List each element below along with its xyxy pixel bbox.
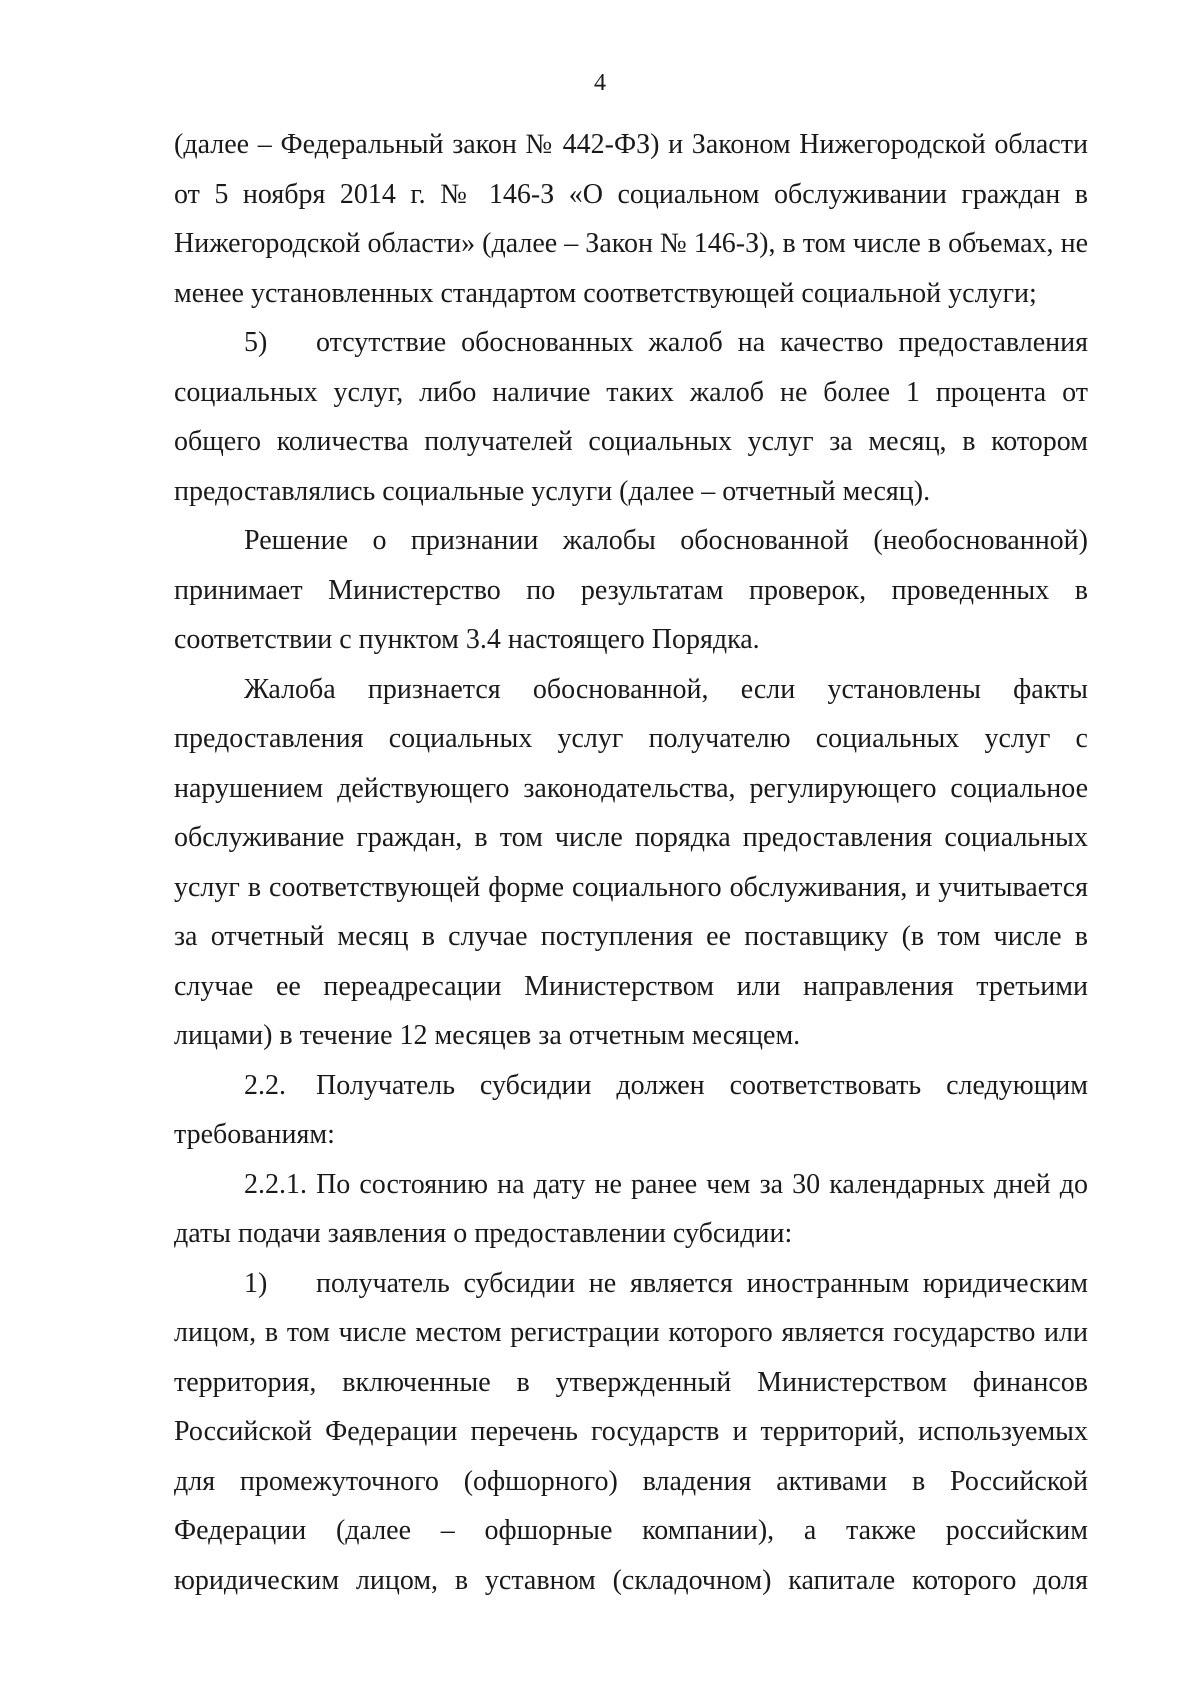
clause-number: 2.2.: [244, 1069, 286, 1101]
list-item-5: [174, 318, 1088, 516]
document-body: [174, 120, 1088, 1605]
list-item-number: 1): [244, 1267, 268, 1299]
clause-text: Получатель субсидии должен соответствовать следующим требованиям:: [174, 1069, 1088, 1150]
paragraph-continuation: (далее – Федеральный закон № 442-ФЗ) и Законом Нижегородской области от 5 ноября 2014 г. № 146-З «О социальном обслуживании граждан в Нижегородской области» (далее – Закон № 146-З), в том числе в объемах, не менее установленных стандартом соответствующей социальной услуги;: [174, 129, 1088, 309]
list-item-text: получатель субсидии не является иностранным юридическим лицом, в том числе местом регистрации которого является государство или территория, включенные в утвержденный Министерством финансов Российской Федерации перечень государств и территорий, используемых для промежуточного (офшорного) владения активами в Российской Федерации (далее – офшорные компании), а также российским юридическим лицом, в уставном (складочном) капитале которого доля: [174, 1267, 1088, 1596]
paragraph-complaint-recognition: Жалоба признается обоснованной, если установлены факты предоставления социальных услуг получателю социальных услуг с нарушением действующего законодательства, регулирующего социальное обслуживание граждан, в том числе порядка предоставления социальных услуг в соответствующей форме социального обслуживания, и учитывается за отчетный месяц в случае поступления ее поставщику (в том числе в случае ее переадресации Министерством или направления третьими лицами) в течение 12 месяцев за отчетным месяцем.: [174, 673, 1088, 1051]
page-number: 4: [594, 70, 606, 96]
list-item-text: отсутствие обоснованных жалоб на качество предоставления социальных услуг, либо наличие таких жалоб не более 1 процента от общего количества получателей социальных услуг за месяц, в котором предоставлялись социальные услуги (далее – отчетный месяц).: [174, 327, 1088, 507]
list-item-1: [174, 1259, 1088, 1606]
clause-2-2: [174, 1061, 1088, 1160]
list-item-number: 5): [244, 327, 268, 358]
paragraph-complaint-decision: Решение о признании жалобы обоснованной (необоснованной) принимает Министерство по результатам проверок, проведенных в соответствии с пунктом 3.4 настоящего Порядка.: [174, 525, 1088, 655]
clause-2-2-1: 2.2.1. По состоянию на дату не ранее чем за 30 календарных дней до даты подачи заявления о предоставлении субсидии:: [174, 1168, 1088, 1249]
